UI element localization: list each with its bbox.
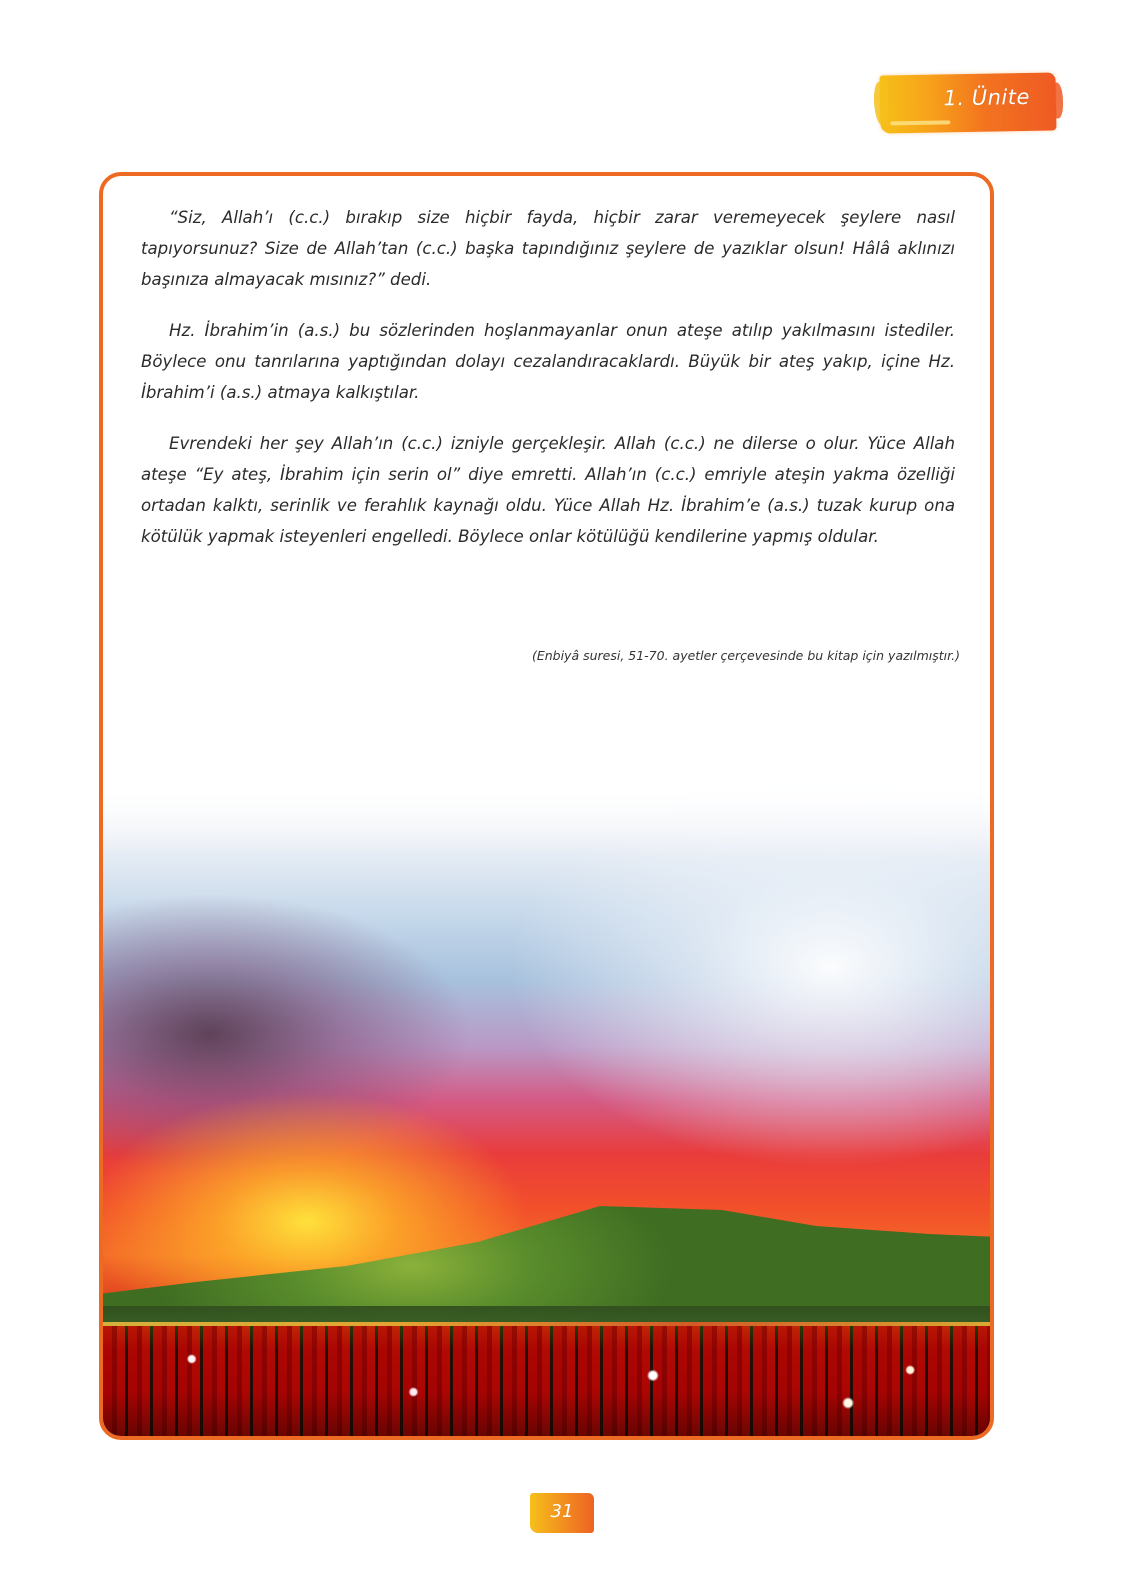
page-number-badge xyxy=(530,1493,594,1533)
brush-streak-decoration xyxy=(890,120,950,125)
sky-fade xyxy=(103,766,990,856)
paragraph-2: Hz. İbrahim’in (a.s.) bu sözlerinden hoşlanmayanlar onun ateşe atılıp yakılmasını istediler. Böylece onu tanrılarına yaptığından dolayı cezalandıracaklardı. Büyük bir ateş yakıp, içine Hz. İbrahim’i (a.s.) atmaya kalkıştılar. xyxy=(141,321,955,402)
paragraph-1: “Siz, Allah’ı (c.c.) bırakıp size hiçbir fayda, hiçbir zarar veremeyecek şeylere nasıl tapıyorsunuz? Size de Allah’tan (c.c.) başka tapındığınız şeylere de yazıklar olsun! Hâlâ aklınızı başınıza almayacak mısınız?” dedi. xyxy=(141,208,955,289)
source-citation: (Enbiyâ suresi, 51-70. ayetler çerçevesinde bu kitap için yazılmıştır.) xyxy=(531,648,960,663)
flower-field xyxy=(103,1326,990,1436)
page-number: 31 xyxy=(550,1501,574,1522)
content-frame xyxy=(99,172,994,1440)
unit-label: 1. Ünite xyxy=(943,84,1031,111)
unit-badge xyxy=(880,72,1057,133)
story-text xyxy=(141,202,955,572)
paragraph-3: Evrendeki her şey Allah’ın (c.c.) izniyle gerçekleşir. Allah (c.c.) ne dilerse o olur. Yüce Allah ateşe “Ey ateş, İbrahim için serin ol” diye emretti. Allah’ın (c.c.) emriyle ateşin yakma özelliği ortadan kalktı, serinlik ve ferahlık kaynağı oldu. Yüce Allah Hz. İbrahim’e (a.s.) tuzak kurup ona kötülük yapmak isteyenleri engelledi. Böylece onlar kötülüğü kendilerine yapmış oldular. xyxy=(141,434,955,546)
sunset-field-illustration xyxy=(103,766,990,1436)
